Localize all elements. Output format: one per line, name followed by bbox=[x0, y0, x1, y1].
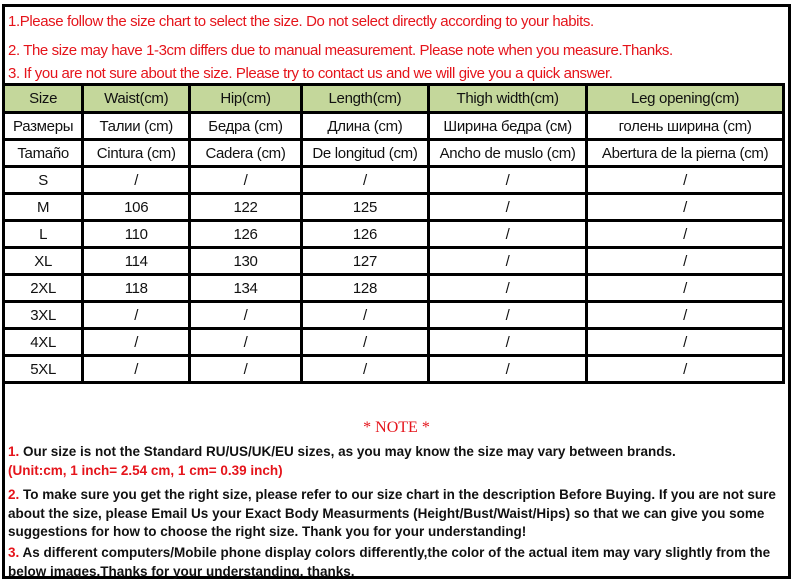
table-row bbox=[4, 356, 784, 383]
table-row-cell: / bbox=[429, 221, 587, 248]
table-row-cell: / bbox=[190, 302, 302, 329]
table-row-cell: 4XL bbox=[4, 329, 83, 356]
note-3-text: As different computers/Mobile phone display colors differently,the color of the actual item may vary slightly from the below images.Thanks for your understanding. thanks. bbox=[8, 545, 771, 579]
top-notes bbox=[5, 7, 788, 83]
table-row-cell: 106 bbox=[83, 194, 190, 221]
table-row-cell: / bbox=[301, 167, 428, 194]
table-row-cell: / bbox=[190, 329, 302, 356]
header-row-cell: Length(cm) bbox=[301, 85, 428, 113]
table-row bbox=[4, 248, 784, 275]
table-row-cell: 126 bbox=[301, 221, 428, 248]
size-chart bbox=[2, 4, 791, 579]
table-row-cell: 130 bbox=[190, 248, 302, 275]
russian-header-row-cell: Ширина бедра (см) bbox=[429, 113, 587, 140]
table-row-cell: 128 bbox=[301, 275, 428, 302]
header-row-cell: Size bbox=[4, 85, 83, 113]
note-1-unit: (Unit:cm, 1 inch= 2.54 cm, 1 cm= 0.39 inch) bbox=[8, 462, 283, 478]
table-row-cell: / bbox=[587, 248, 784, 275]
spanish-header-row-cell: De longitud (cm) bbox=[301, 140, 428, 167]
table-row-cell: 134 bbox=[190, 275, 302, 302]
table-row-cell: 3XL bbox=[4, 302, 83, 329]
note-2-text: To make sure you get the right size, please refer to our size chart in the description Before Buying. If you are not sure about the size, please Email Us your Exact Body Measurments (Height/Bust/Waist/Hips) so that we can give you some suggestions for how to choose the right size. Thank you for your understanding! bbox=[8, 487, 776, 539]
spanish-header-row-cell: Abertura de la pierna (cm) bbox=[587, 140, 784, 167]
note-1-text: Our size is not the Standard RU/US/UK/EU sizes, as you may know the size may vary between brands. bbox=[19, 444, 676, 459]
table-row-cell: XL bbox=[4, 248, 83, 275]
size-table bbox=[2, 83, 785, 384]
table-row bbox=[4, 329, 784, 356]
table-row-cell: 125 bbox=[301, 194, 428, 221]
russian-header-row bbox=[4, 113, 784, 140]
table-row-cell: / bbox=[587, 302, 784, 329]
table-row-cell: L bbox=[4, 221, 83, 248]
header-row-cell: Thigh width(cm) bbox=[429, 85, 587, 113]
table-row-cell: / bbox=[301, 329, 428, 356]
note-1 bbox=[8, 443, 788, 480]
table-row-cell: 122 bbox=[190, 194, 302, 221]
table-row bbox=[4, 275, 784, 302]
table-row-cell: / bbox=[190, 167, 302, 194]
table-row-cell: 127 bbox=[301, 248, 428, 275]
table-row bbox=[4, 194, 784, 221]
table-row-cell: / bbox=[587, 275, 784, 302]
top-note-3: 3. If you are not sure about the size. Please try to contact us and we will give you a quick answer. bbox=[8, 65, 613, 82]
top-note-1: 1.Please follow the size chart to select the size. Do not select directly according to your habits. bbox=[8, 13, 594, 30]
table-row-cell: 118 bbox=[83, 275, 190, 302]
header-row bbox=[4, 85, 784, 113]
spanish-header-row-cell: Cadera (cm) bbox=[190, 140, 302, 167]
table-row bbox=[4, 302, 784, 329]
table-row-cell: 2XL bbox=[4, 275, 83, 302]
note-title: * NOTE * bbox=[363, 419, 430, 436]
header-row-cell: Leg opening(cm) bbox=[587, 85, 784, 113]
note-2 bbox=[8, 486, 788, 542]
table-row-cell: / bbox=[429, 248, 587, 275]
table-row-cell: / bbox=[587, 356, 784, 383]
table-row-cell: / bbox=[429, 167, 587, 194]
table-row-cell: / bbox=[83, 167, 190, 194]
table-row-cell: / bbox=[301, 302, 428, 329]
spanish-header-row-cell: Ancho de muslo (cm) bbox=[429, 140, 587, 167]
russian-header-row-cell: голень ширина (cm) bbox=[587, 113, 784, 140]
note-3-number: 3. bbox=[8, 545, 20, 560]
header-row-cell: Hip(cm) bbox=[190, 85, 302, 113]
table-row-cell: 126 bbox=[190, 221, 302, 248]
note-1-number: 1. bbox=[8, 444, 20, 459]
russian-header-row-cell: Длина (cm) bbox=[301, 113, 428, 140]
table-row-cell: / bbox=[429, 275, 587, 302]
table-row-cell: / bbox=[83, 302, 190, 329]
table-row-cell: / bbox=[429, 302, 587, 329]
table-row-cell: / bbox=[587, 221, 784, 248]
spanish-header-row bbox=[4, 140, 784, 167]
table-row-cell: / bbox=[83, 356, 190, 383]
top-note-2: 2. The size may have 1-3cm differs due to manual measurement. Please note when you measure.Thanks. bbox=[8, 42, 673, 59]
table-row-cell: 5XL bbox=[4, 356, 83, 383]
note-3 bbox=[8, 544, 788, 581]
spanish-header-row-cell: Tamaño bbox=[4, 140, 83, 167]
russian-header-row-cell: Бедра (cm) bbox=[190, 113, 302, 140]
table-row-cell: S bbox=[4, 167, 83, 194]
russian-header-row-cell: Размеры bbox=[4, 113, 83, 140]
table-row bbox=[4, 221, 784, 248]
table-row-cell: 110 bbox=[83, 221, 190, 248]
table-row-cell: / bbox=[429, 194, 587, 221]
notes-section bbox=[5, 413, 788, 579]
table-row-cell: / bbox=[587, 167, 784, 194]
table-row-cell: / bbox=[83, 329, 190, 356]
table-row-cell: / bbox=[587, 194, 784, 221]
note-2-number: 2. bbox=[8, 487, 20, 502]
table-row-cell: / bbox=[190, 356, 302, 383]
table-row-cell: / bbox=[587, 329, 784, 356]
header-row-cell: Waist(cm) bbox=[83, 85, 190, 113]
spanish-header-row-cell: Cintura (cm) bbox=[83, 140, 190, 167]
table-row-cell: 114 bbox=[83, 248, 190, 275]
table-row bbox=[4, 167, 784, 194]
table-row-cell: / bbox=[429, 356, 587, 383]
russian-header-row-cell: Талии (cm) bbox=[83, 113, 190, 140]
table-row-cell: / bbox=[429, 329, 587, 356]
table-row-cell: M bbox=[4, 194, 83, 221]
table-row-cell: / bbox=[301, 356, 428, 383]
